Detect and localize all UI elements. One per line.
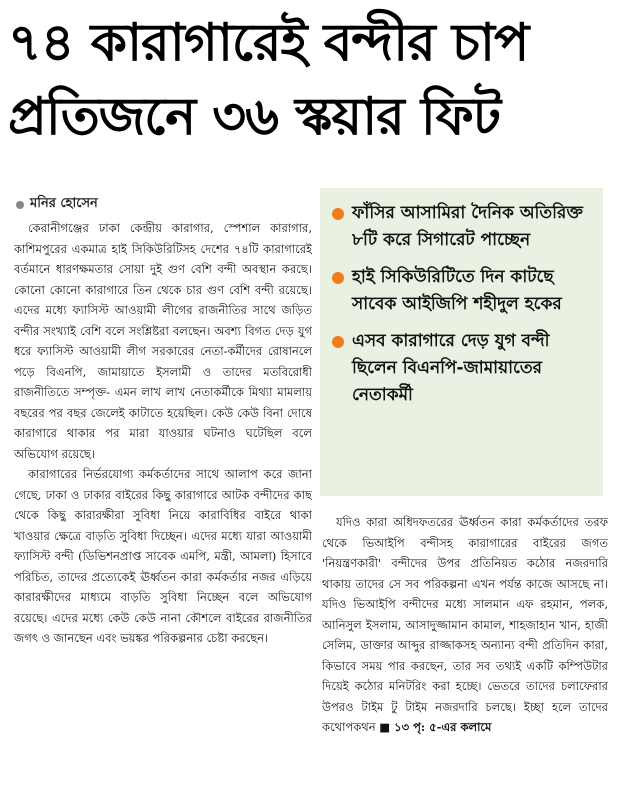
paragraph-text: যদিও কারা অধিদফতরের ঊর্ধ্বতন কারা কর্মকর্তাদের তরফ থেকে ভিআইপি বন্দীসহ কারাগারের বাইরের জগত 'নিয়ন্ত্রণকারী' বন্দীদের উপর প্রতিনিয়ত কঠোর নজরদারি থাকায় তাদের সে সব পরিকল্পনা এখন পর্যন্ত কাজে আসছে না। যদিও ভিআইপি বন্দীদের মধ্যে সালমান এফ রহমান, পলক, আনিসুল ইসলাম, আসাদুজ্জামান কামাল, শাহজাহান খান, হাজী সেলিম, ডাক্তার আব্দুর রাজ্জাকসহ অন্যান্য বন্দী প্রতিদিন কারা, কিভাবে সময় পার করছেন, তার সব তথ্যই একটি কম্পিউটার দিয়েই কঠোর মনিটরিং করা হচ্ছে। ভেতরে তাদের চলাফেরার উপরও টাইম টু টাইম নজরদারি চলছে। ইচ্ছা হলে তাদের কথোপকথন [322,515,608,734]
headline-line-1: ৭৪ কারাগারেই বন্দীর চাপ [8,13,529,73]
highlight-item [332,328,593,409]
paragraph [322,512,608,738]
article-column-right [322,512,608,796]
highlight-text: ফাঁসির আসামিরা দৈনিক অতিরিক্ত ৮টি করে সিগারেট পাচ্ছেন [352,203,583,250]
highlight-item [332,200,593,254]
highlight-item [332,264,593,318]
orange-bullet-icon [332,272,344,284]
headline-line-2: প্রতিজনে ৩৬ স্কয়ার ফিট [8,87,501,147]
highlights-box [320,188,603,496]
continued-on-page: ■ ১৩ পৃ: ৫-এর কলামে [379,720,492,734]
headline [8,6,612,154]
author-name: মনির হোসেন [30,196,98,211]
highlight-text: এসব কারাগারে দেড় যুগ বন্দী ছিলেন বিএনপি-জামায়াতের নেতাকর্মী [352,331,550,405]
byline [16,194,98,215]
bullet-dot-icon [16,201,24,209]
highlight-text: হাই সিকিউরিটিতে দিন কাটছে সাবেক আইজিপি শহীদুল হকের [352,267,562,314]
article-column-left [14,218,312,794]
paragraph: কেরানীগঞ্জের ঢাকা কেন্দ্রীয় কারাগার, স্পেশাল কারাগার, কাশিমপুরের একমাত্র হাই সিকিউরিটিসহ দেশের ৭৪টি কারাগারেই বর্তমানে ধারণক্ষমতার সোয়া দুই গুণ বেশি বন্দী অবস্থান করছে। কোনো কোনো কারাগারে তিন থেকে চার গুণ বেশি বন্দী রয়েছে। এদের মধ্যে ফ্যাসিস্ট আওয়ামী লীগের রাজনীতির সাথে জড়িত বন্দীর সংখ্যাই বেশি বলে সংশ্লিষ্টরা বলছেন। অবশ্য বিগত দেড় যুগ ধরে ফ্যাসিস্ট আওয়ামী লীগ সরকারের নেতা-কর্মীদের রোষানলে পড়ে বিএনপি, জামায়াতে ইসলামী ও তাদের মতবিরোধী রাজনীতিতে সম্পৃক্ত- এমন লাখ লাখ নেতাকর্মীকে মিথ্যা মামলায় বছরের পর বছর জেলেই কাটাতে হয়েছিল। কেউ কেউ বিনা দোষে কারাগারে থাকার পর মারা যাওয়ার ঘটনাও ঘটেছিল বলে অভিযোগ রয়েছে। [14,221,312,461]
orange-bullet-icon [332,208,344,220]
orange-bullet-icon [332,336,344,348]
paragraph: কারাগারের নির্ভরযোগ্য কর্মকর্তাদের সাথে আলাপ করে জানা গেছে, ঢাকা ও ঢাকার বাইরের কিছু কারাগারে আটক বন্দীদের কাছ থেকে কিছু কারারক্ষীরা সুবিধা নিয়ে কারাবিধির বাইরে থাকা খাওয়ার ক্ষেত্রে বাড়তি সুবিধা দিচ্ছেন। এদের মধ্যে যারা আওয়ামী ফ্যাসিস্ট বন্দী (ডিভিশনপ্রাপ্ত সাবেক এমপি, মন্ত্রী, আমলা) হিসাবে পরিচিত, তাদের প্রত্যেকেই ঊর্ধ্বতন কারা কর্মকর্তার নজর এড়িয়ে কারারক্ষীদের মাধ্যমে বাড়তি সুবিধা নিচ্ছেন বলে অভিযোগ রয়েছে। এদের মধ্যে কেউ কেউ নানা কৌশলে বাইরের রাজনীতির জগৎ ও জানছেন এবং ভয়ঙ্কর পরিকল্পনার চেষ্টা করছেন। [14,467,312,645]
